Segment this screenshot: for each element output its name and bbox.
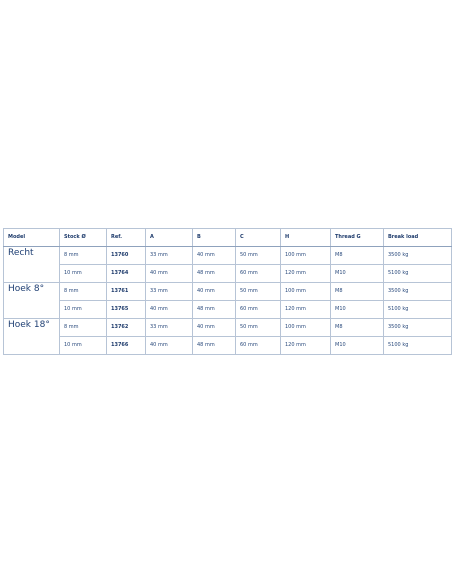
thread-cell: M8 — [331, 283, 384, 301]
b-cell: 40 mm — [193, 319, 236, 337]
thread-cell: M10 — [331, 301, 384, 319]
c-cell: 50 mm — [236, 283, 281, 301]
b-cell: 48 mm — [193, 265, 236, 283]
c-cell: 60 mm — [236, 265, 281, 283]
ref-cell: 13761 — [107, 283, 146, 301]
break-load-cell: 5100 kg — [384, 337, 452, 355]
spec-table — [3, 228, 452, 355]
c-cell: 60 mm — [236, 337, 281, 355]
stock-cell: 10 mm — [60, 265, 107, 283]
h-cell: 120 mm — [281, 265, 331, 283]
b-cell: 48 mm — [193, 301, 236, 319]
table-row — [4, 265, 452, 283]
ref-cell: 13760 — [107, 247, 146, 265]
table-row — [4, 247, 452, 265]
thread-cell: M10 — [331, 337, 384, 355]
a-cell: 40 mm — [146, 301, 193, 319]
header-a: A — [146, 229, 193, 247]
h-cell: 100 mm — [281, 319, 331, 337]
table-row — [4, 337, 452, 355]
a-cell: 33 mm — [146, 283, 193, 301]
b-cell: 48 mm — [193, 337, 236, 355]
header-h: H — [281, 229, 331, 247]
header-ref: Ref. — [107, 229, 146, 247]
h-cell: 100 mm — [281, 283, 331, 301]
h-cell: 120 mm — [281, 337, 331, 355]
model-cell: Hoek 18° — [4, 319, 60, 355]
ref-cell: 13762 — [107, 319, 146, 337]
thread-cell: M8 — [331, 319, 384, 337]
header-thread: Thread G — [331, 229, 384, 247]
stock-cell: 8 mm — [60, 247, 107, 265]
a-cell: 33 mm — [146, 319, 193, 337]
break-load-cell: 5100 kg — [384, 301, 452, 319]
table-row — [4, 283, 452, 301]
header-model: Model — [4, 229, 60, 247]
header-break-load: Break load — [384, 229, 452, 247]
h-cell: 100 mm — [281, 247, 331, 265]
header-stock: Stock Ø — [60, 229, 107, 247]
thread-cell: M8 — [331, 247, 384, 265]
stock-cell: 8 mm — [60, 283, 107, 301]
break-load-cell: 5100 kg — [384, 265, 452, 283]
c-cell: 50 mm — [236, 319, 281, 337]
header-row — [4, 229, 452, 247]
break-load-cell: 3500 kg — [384, 319, 452, 337]
c-cell: 60 mm — [236, 301, 281, 319]
stock-cell: 8 mm — [60, 319, 107, 337]
b-cell: 40 mm — [193, 283, 236, 301]
table-row — [4, 319, 452, 337]
a-cell: 40 mm — [146, 265, 193, 283]
b-cell: 40 mm — [193, 247, 236, 265]
ref-cell: 13766 — [107, 337, 146, 355]
table-row — [4, 301, 452, 319]
ref-cell: 13765 — [107, 301, 146, 319]
header-b: B — [193, 229, 236, 247]
a-cell: 33 mm — [146, 247, 193, 265]
c-cell: 50 mm — [236, 247, 281, 265]
thread-cell: M10 — [331, 265, 384, 283]
model-cell: Hoek 8° — [4, 283, 60, 319]
break-load-cell: 3500 kg — [384, 283, 452, 301]
stock-cell: 10 mm — [60, 337, 107, 355]
h-cell: 120 mm — [281, 301, 331, 319]
ref-cell: 13764 — [107, 265, 146, 283]
model-cell: Recht — [4, 247, 60, 283]
break-load-cell: 3500 kg — [384, 247, 452, 265]
a-cell: 40 mm — [146, 337, 193, 355]
header-c: C — [236, 229, 281, 247]
stock-cell: 10 mm — [60, 301, 107, 319]
